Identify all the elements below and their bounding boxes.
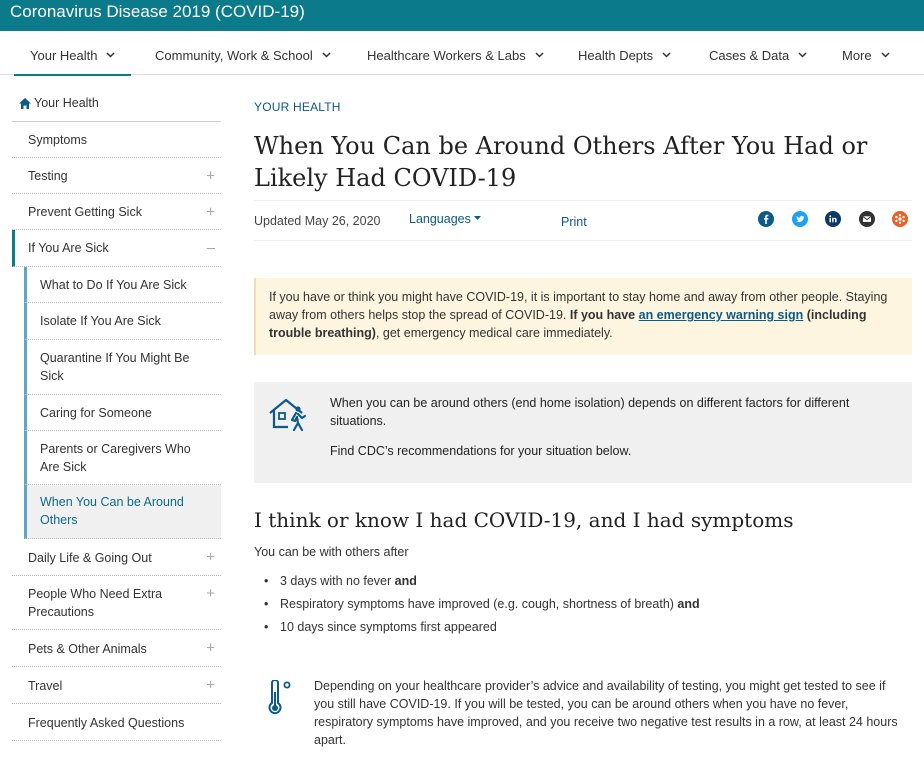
callout-text: If you have or think you might have COVID-19, it is important to stay home and away from other people. Staying away from others helps stop the spread of COVID-19.	[269, 290, 888, 322]
chevron-down-icon	[535, 52, 544, 58]
page-meta-bar	[254, 200, 912, 241]
chevron-down-icon	[322, 52, 331, 58]
expand-plus-icon[interactable]: +	[206, 676, 215, 694]
list-item-text: 10 days since symptoms first appeared	[280, 620, 497, 634]
list-item-conjunction: and	[673, 597, 700, 611]
sidebar-item-daily-life[interactable]	[12, 539, 221, 576]
sidebar-subitem-parents-caregivers[interactable]	[24, 431, 221, 485]
sidebar-item-symptoms[interactable]	[12, 121, 221, 158]
sidebar-item-label: What to Do If You Are Sick	[40, 278, 187, 292]
thermometer-icon	[266, 680, 294, 716]
site-title[interactable]: Coronavirus Disease 2019 (COVID-19)	[10, 2, 305, 21]
callout-text: , get emergency medical care immediately.	[375, 326, 613, 340]
sidebar-item-label: When You Can be Around Others	[40, 495, 184, 527]
site-header	[0, 0, 924, 31]
nav-label: Cases & Data	[709, 48, 790, 63]
sidebar-item-extra-precautions[interactable]	[12, 576, 221, 630]
callout-bold: (including trouble breathing)	[269, 308, 867, 340]
sidebar-subitem-caring-for-someone[interactable]	[24, 395, 221, 431]
list-item-text: Respiratory symptoms have improved (e.g. cough, shortness of breath)	[280, 597, 674, 611]
chevron-down-icon	[798, 52, 807, 58]
sidebar-home-label: Your Health	[34, 96, 99, 110]
nav-healthcare-workers[interactable]	[367, 31, 544, 75]
linkedin-icon[interactable]	[825, 211, 841, 227]
emergency-warning-sign-link[interactable]: an emergency warning sign	[638, 308, 804, 322]
sidebar-item-label: If You Are Sick	[28, 241, 109, 255]
testing-note-text: Depending on your healthcare provider’s advice and availability of testing, you might get tested to see if you still have COVID-19. If you will be tested, you can be around others when you have no fever, respiratory symptoms have improved, and you receive two negative test results in a row, at least 24 hours apart.	[314, 679, 898, 747]
category-label[interactable]: YOUR HEALTH	[254, 100, 341, 114]
sidebar-item-testing[interactable]	[12, 158, 221, 194]
nav-community-work-school[interactable]	[155, 31, 331, 75]
nav-more[interactable]	[842, 31, 890, 75]
sidebar-item-travel[interactable]	[12, 667, 221, 704]
updated-date: Updated May 26, 2020	[254, 214, 381, 228]
sidebar-item-label: Daily Life & Going Out	[28, 551, 152, 565]
section-title: I think or know I had COVID-19, and I had symptoms	[254, 508, 794, 532]
nav-label: More	[842, 48, 872, 63]
sidebar-item-label: Isolate If You Are Sick	[40, 314, 161, 328]
chevron-down-icon	[106, 52, 115, 58]
sidebar-item-label: Pets & Other Animals	[28, 642, 147, 656]
sidebar-home-link[interactable]	[19, 96, 99, 110]
isolation-info-text: When you can be around others (end home isolation) depends on different factors for different situations.	[330, 396, 850, 428]
email-icon[interactable]	[859, 211, 875, 227]
sidebar-item-label: Quarantine If You Might Be Sick	[40, 351, 190, 383]
home-isolation-icon	[268, 397, 310, 433]
sidebar-item-label: People Who Need Extra Precautions	[28, 587, 163, 619]
emergency-callout-text	[269, 288, 905, 342]
caret-down-icon	[474, 216, 481, 221]
emergency-callout	[254, 278, 912, 355]
sidebar-item-label: Testing	[28, 169, 68, 183]
callout-bold: If you have	[569, 308, 639, 322]
chevron-down-icon	[662, 52, 671, 58]
nav-your-health[interactable]	[30, 31, 115, 75]
facebook-icon[interactable]	[758, 211, 774, 227]
sidebar-item-faq[interactable]	[12, 704, 221, 741]
sidebar-item-label: Parents or Caregivers Who Are Sick	[40, 442, 191, 474]
expand-plus-icon[interactable]: +	[206, 639, 215, 657]
sidebar-subitem-what-to-do[interactable]	[24, 267, 221, 303]
nav-label: Your Health	[30, 48, 98, 63]
main-nav	[0, 31, 924, 75]
home-icon	[19, 98, 31, 109]
sidebar-item-label: Travel	[28, 679, 63, 693]
print-link[interactable]: Print	[561, 215, 587, 229]
chevron-down-icon	[881, 52, 890, 58]
sidebar-subitem-isolate[interactable]	[24, 303, 221, 340]
sidebar-item-if-you-are-sick[interactable]	[12, 230, 221, 267]
expand-plus-icon[interactable]: +	[206, 585, 215, 602]
nav-label: Community, Work & School	[155, 48, 313, 63]
nav-label: Health Depts	[578, 48, 654, 63]
expand-plus-icon[interactable]: +	[206, 548, 215, 566]
expand-plus-icon[interactable]: +	[206, 167, 215, 184]
twitter-icon[interactable]	[792, 211, 808, 227]
expand-plus-icon[interactable]: +	[206, 203, 215, 220]
page-title: When You Can be Around Others After You Had or Likely Had COVID-19	[254, 132, 868, 192]
section-intro: You can be with others after	[254, 545, 409, 559]
nav-health-depts[interactable]	[578, 31, 671, 75]
sidebar-item-label: Caring for Someone	[40, 406, 152, 420]
sidebar-item-label: Symptoms	[28, 133, 88, 147]
list-item-text: 3 days with no fever	[280, 574, 392, 588]
sidebar-item-label: Frequently Asked Questions	[28, 716, 185, 730]
sidebar-item-prevent-getting-sick[interactable]	[12, 194, 221, 230]
nav-label: Healthcare Workers & Labs	[367, 48, 526, 63]
syndicate-icon[interactable]	[892, 211, 908, 227]
sidebar-item-pets-animals[interactable]	[12, 630, 221, 667]
isolation-info-subtext: Find CDC’s recommendations for your situation below.	[330, 444, 632, 458]
collapse-minus-icon[interactable]: –	[206, 239, 215, 257]
languages-label: Languages	[409, 212, 471, 226]
languages-dropdown[interactable]	[409, 212, 481, 226]
isolation-info-callout	[254, 382, 912, 483]
sidebar-subitem-when-you-can-be-around-others[interactable]	[24, 485, 221, 539]
sidebar-item-label: Prevent Getting Sick	[28, 205, 142, 219]
sidebar-subitem-quarantine[interactable]	[24, 340, 221, 395]
nav-cases-data[interactable]	[709, 31, 807, 75]
list-item-conjunction: and	[391, 574, 417, 588]
